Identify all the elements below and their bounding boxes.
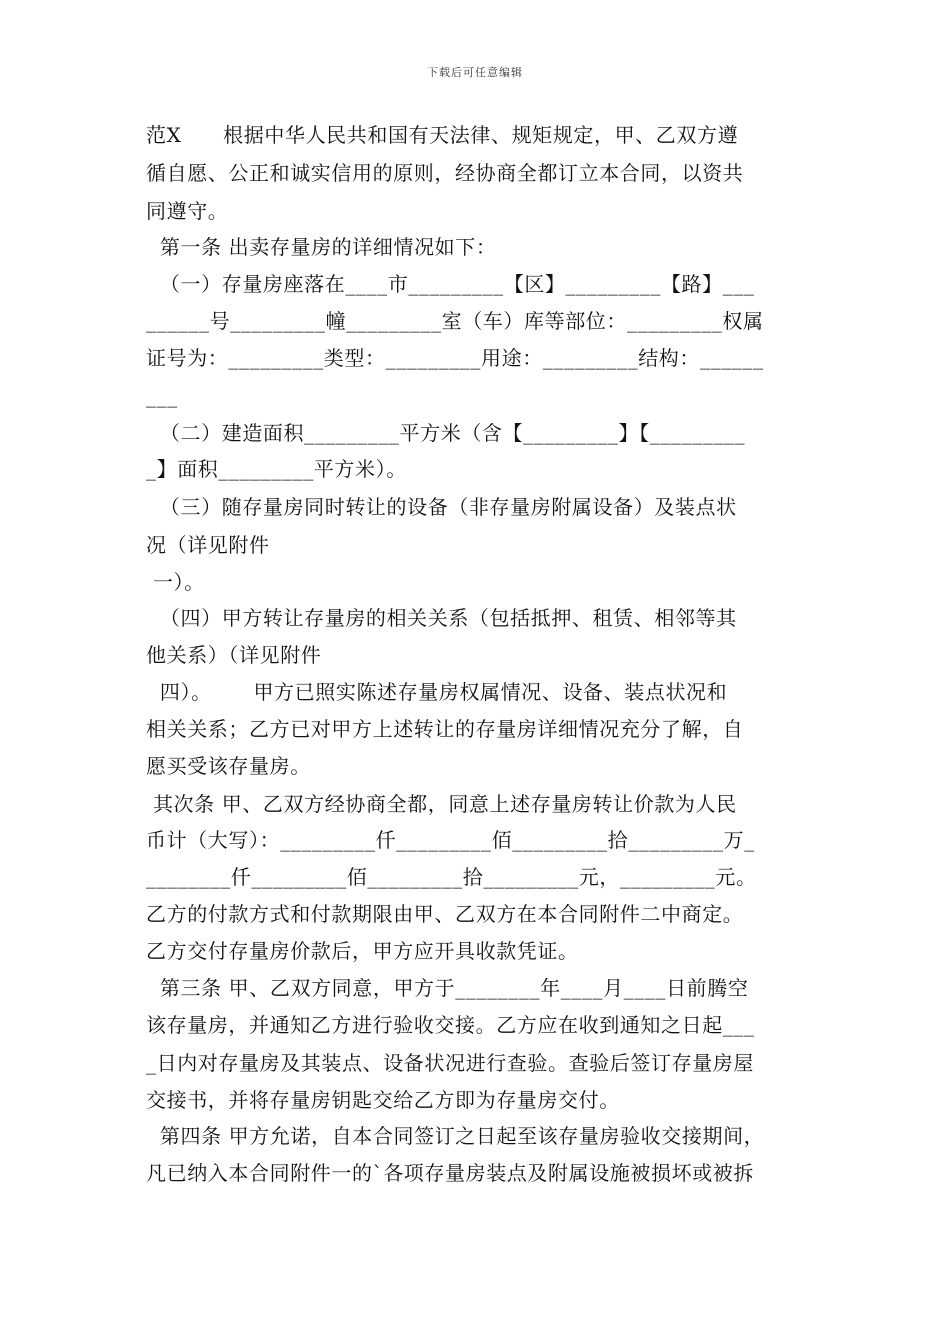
text-line: 乙方交付存量房价款后，甲方应开具收款凭证。	[146, 939, 579, 963]
text-line: 范Ⅹ 根据中华人民共和国有天法律、规矩规定，甲、乙双方遵	[146, 123, 739, 147]
text-line: 愿买受该存量房。	[146, 754, 311, 778]
text-line: 第一条 出卖存量房的详细情况如下：	[146, 235, 497, 259]
text-line: 况（详见附件	[146, 533, 270, 557]
text-line: 他关系）（详见附件	[146, 643, 322, 667]
text-line: 相关关系；乙方已对甲方上述转让的存量房详细情况充分了解，自	[146, 717, 744, 741]
text-line: 币计（大写）：_________仟_________佰_________拾_________万_	[146, 828, 755, 852]
text-line: （一）存量房座落在____市_________【区】_________【路】___	[146, 272, 755, 296]
text-line: ______号_________幢_________室（车）库等部位：_________权属	[146, 309, 764, 333]
text-line: 证号为：_________类型：_________用途：_________结构：______	[146, 346, 764, 370]
text-line: _】面积_________平方米）。	[146, 457, 407, 481]
text-line: 该存量房，并通知乙方进行验收交接。乙方应在收到通知之日起___	[146, 1013, 755, 1037]
text-line: 交接书，并将存量房钥匙交给乙方即为存量房交付。	[146, 1088, 620, 1112]
text-line: ________仟_________佰_________拾_________元，_________元。	[146, 865, 757, 889]
text-line: 乙方的付款方式和付款期限由甲、乙双方在本合同附件二中商定。	[146, 902, 744, 926]
text-line: （三）随存量房同时转让的设备（非存量房附属设备）及装点状	[146, 495, 737, 519]
page-header: 下载后可任意编辑	[427, 66, 523, 79]
text-line: 第三条 甲、乙双方同意，甲方于________年____月____日前腾空	[146, 976, 749, 1000]
text-line: ___	[146, 384, 178, 408]
text-line: 同遵守。	[146, 199, 229, 223]
text-line: _日内对存量房及其装点、设备状况进行查验。查验后签订存量房屋	[146, 1051, 754, 1075]
text-line: 四）。 甲方已照实陈述存量房权属情况、设备、装点状况和	[146, 680, 728, 704]
text-line: （四）甲方转让存量房的相关关系（包括抵押、租赁、相邻等其	[146, 606, 737, 630]
text-line: 循自愿、公正和诚实信用的原则，经协商全都订立本合同，以资共	[146, 161, 744, 185]
text-line: 一）。	[146, 570, 205, 594]
text-line: 第四条 甲方允诺，自本合同签订之日起至该存量房验收交接期间，	[146, 1124, 765, 1148]
text-line: （二）建造面积_________平方米（含【_________】【_________	[146, 421, 746, 445]
text-line: 凡已纳入本合同附件一的`各项存量房装点及附属设施被损坏或被拆	[146, 1161, 754, 1185]
text-line: 其次条 甲、乙双方经协商全都，同意上述存量房转让价款为人民	[146, 792, 737, 816]
